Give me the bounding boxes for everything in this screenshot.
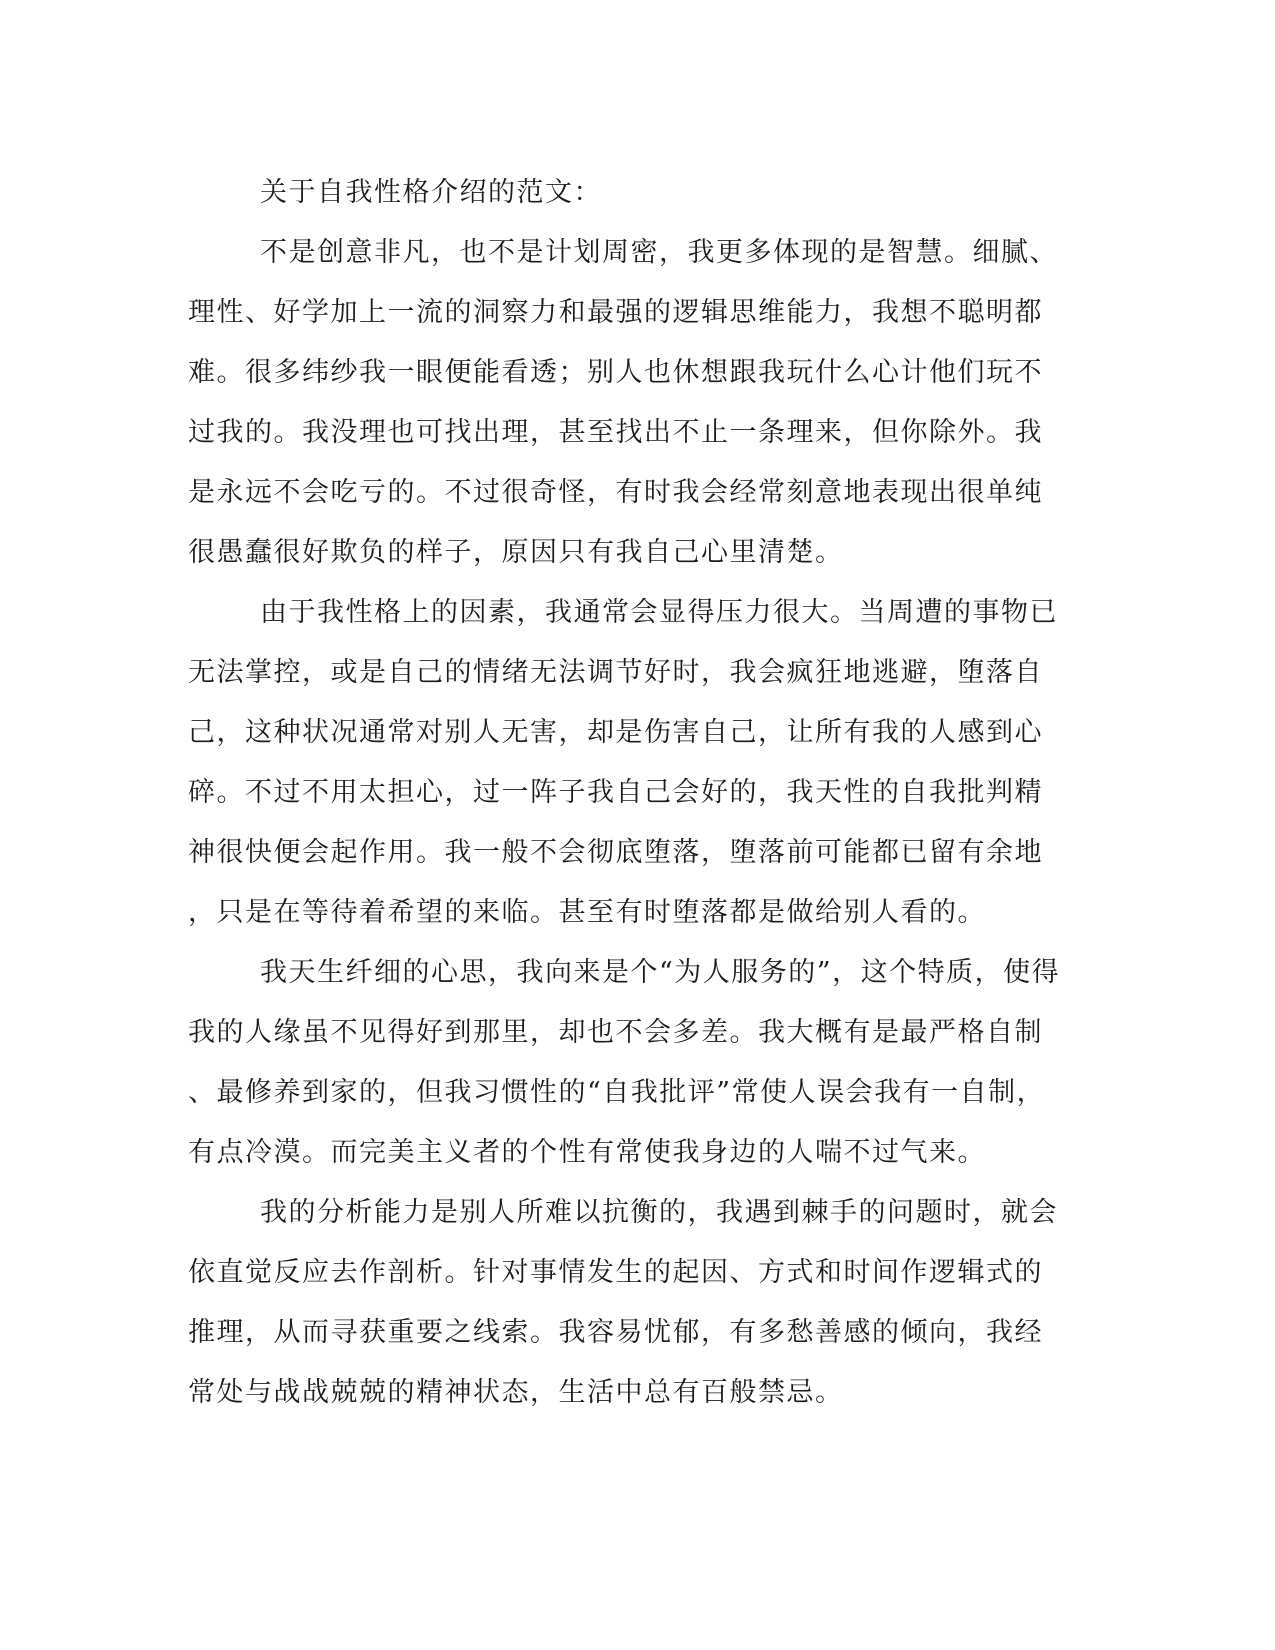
paragraph-2-line-6: ，只是在等待着希望的来临。甚至有时堕落都是做给别人看的。 (188, 897, 986, 928)
paragraph-1-line-2: 理性、好学加上一流的洞察力和最强的逻辑思维能力，我想不聪明都 (188, 297, 1043, 328)
paragraph-3-line-1: 我天生纤细的心思，我向来是个“为人服务的”，这个特质，使得 (260, 957, 1061, 988)
paragraph-3-line-4: 有点冷漠。而完美主义者的个性有常使我身边的人喘不过气来。 (188, 1137, 986, 1168)
paragraph-4-line-3: 推理，从而寻获重要之线索。我容易忧郁，有多愁善感的倾向，我经 (188, 1317, 1043, 1348)
paragraph-2-line-1: 由于我性格上的因素，我通常会显得压力很大。当周遭的事物已 (260, 597, 1058, 628)
paragraph-3-line-3: 、最修养到家的，但我习惯性的“自我批评”常使人误会我有一自制， (188, 1077, 1046, 1108)
paragraph-3-line-2: 我的人缘虽不见得好到那里，却也不会多差。我大概有是最严格自制 (188, 1017, 1043, 1048)
paragraph-4-line-2: 依直觉反应去作剖析。针对事情发生的起因、方式和时间作逻辑式的 (188, 1257, 1043, 1288)
paragraph-2-line-5: 神很快便会起作用。我一般不会彻底堕落，堕落前可能都已留有余地 (188, 837, 1043, 868)
paragraph-1-line-5: 是永远不会吃亏的。不过很奇怪，有时我会经常刻意地表现出很单纯 (188, 477, 1043, 508)
document-title: 关于自我性格介绍的范文： (260, 177, 602, 208)
paragraph-2-line-3: 己，这种状况通常对别人无害，却是伤害自己，让所有我的人感到心 (188, 717, 1043, 748)
paragraph-1-line-4: 过我的。我没理也可找出理，甚至找出不止一条理来，但你除外。我 (188, 417, 1043, 448)
paragraph-1-line-1: 不是创意非凡，也不是计划周密，我更多体现的是智慧。细腻、 (260, 237, 1058, 268)
paragraph-4-line-4: 常处与战战兢兢的精神状态，生活中总有百般禁忌。 (188, 1377, 844, 1408)
paragraph-2-line-4: 碎。不过不用太担心，过一阵子我自己会好的，我天性的自我批判精 (188, 777, 1043, 808)
paragraph-1-line-6: 很愚蠢很好欺负的样子，原因只有我自己心里清楚。 (188, 537, 844, 568)
paragraph-1-line-3: 难。很多纬纱我一眼便能看透；别人也休想跟我玩什么心计他们玩不 (188, 357, 1043, 388)
paragraph-2-line-2: 无法掌控，或是自己的情绪无法调节好时，我会疯狂地逃避，堕落自 (188, 657, 1043, 688)
document-body (188, 163, 1068, 1423)
paragraph-4-line-1: 我的分析能力是别人所难以抗衡的，我遇到棘手的问题时，就会 (260, 1197, 1058, 1228)
